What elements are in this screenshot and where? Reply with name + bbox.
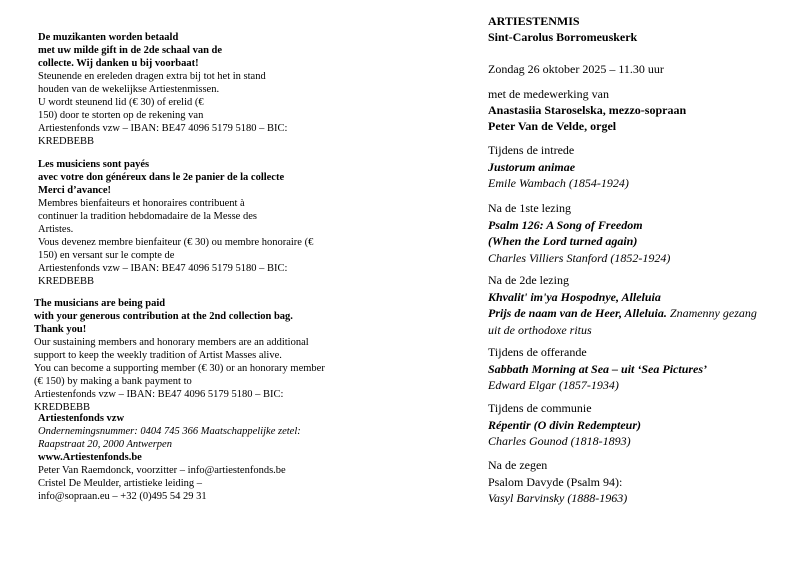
english-heading-line: with your generous contribution at the 2nd collection bag. [34,311,293,322]
french-body-line: 150) en versant sur le compte de [38,250,175,261]
english-body-line: KREDBEBB [34,402,91,413]
program-item [488,200,670,266]
program-moment: Na de 2de lezing [488,273,569,287]
program-piece: Répentir (O divin Redempteur) [488,417,641,432]
english-body-line: Our sustaining members and honorary members are an additional [34,337,309,348]
program-piece: Psalom Davyde (Psalm 94): [488,474,623,489]
contact-info [38,412,301,503]
french-heading-line: Les musiciens sont payés [38,159,150,170]
dutch-body-line: 150) door te storten op de rekening van [38,110,204,121]
dutch-heading-line: met uw milde gift in de 2de schaal van de [38,45,223,56]
english-appeal [34,297,325,414]
program-piece-translation: Prijs de naam van de Heer, Alleluia. [488,306,667,320]
french-appeal [38,158,313,288]
program-moment: Na de 1ste lezing [488,201,571,215]
program-note: uit de orthodoxe ritus [488,322,592,337]
program-item [488,457,627,507]
cooperation-label: met de medewerking van [488,87,609,101]
french-heading-line: Merci d’avance! [38,185,111,196]
program-item [488,400,641,450]
dutch-body-line: Steunende en ereleden dragen extra bij tot het in stand [38,71,266,82]
french-body-line: Artistes. [38,224,74,235]
program-moment: Na de zegen [488,458,548,472]
dutch-body-line: U wordt steunend lid (€ 30) of erelid (€ [38,97,204,108]
mass-header [488,13,637,45]
mass-title: ARTIESTENMIS [488,14,580,28]
program-moment: Tijdens de offerande [488,345,587,359]
program-item [488,344,707,394]
program-moment: Tijdens de intrede [488,143,575,157]
contact-person-line: info@sopraan.eu – +32 (0)495 54 29 31 [38,491,207,502]
dutch-body-line: KREDBEBB [38,136,95,147]
french-body-line: Artiestenfonds vzw – IBAN: BE47 4096 5179 5180 – BIC: [38,263,288,274]
dutch-appeal [38,31,287,148]
english-body-line: You can become a supporting member (€ 30) or an honorary member [34,363,325,374]
french-body-line: Membres bienfaiteurs et honoraires contribuent à [38,198,245,209]
program-piece: Khvalit' im'ya Hospodnye, Alleluia [488,289,661,304]
mass-datetime: Zondag 26 oktober 2025 – 11.30 uur [488,62,664,76]
program-composer: Charles Villiers Stanford (1852-1924) [488,250,671,265]
english-heading-line: The musicians are being paid [34,298,166,309]
program-item [488,272,757,338]
program-composer: Charles Gounod (1818-1893) [488,434,631,448]
french-body-line: Vous devenez membre bienfaiteur (€ 30) ou membre honoraire (€ [38,237,314,248]
contact-person-line: Cristel De Meulder, artistieke leiding – [38,478,203,489]
church-name: Sint-Carolus Borromeuskerk [488,30,638,44]
english-heading-line: Thank you! [34,324,87,335]
registration-line: Raapstraat 20, 2000 Antwerpen [38,439,172,450]
dutch-heading-line: De muzikanten worden betaald [38,32,179,43]
english-body-line: support to keep the weekly tradition of Artist Masses alive. [34,350,282,361]
org-name: Artiestenfonds vzw [38,413,125,424]
program-piece: (When the Lord turned again) [488,234,638,248]
dutch-heading-line: collecte. Wij danken u bij voorbaat! [38,58,199,69]
french-body-line: continuer la tradition hebdomadaire de la Messe des [38,211,257,222]
program-moment: Tijdens de communie [488,401,592,415]
program-item [488,142,629,192]
program-piece: Sabbath Morning at Sea – uit ‘Sea Pictures’ [488,361,708,376]
program-piece: Justorum animae [488,159,576,174]
program-composer: Edward Elgar (1857-1934) [488,378,619,392]
program-piece: Psalm 126: A Song of Freedom [488,217,643,232]
english-body-line: (€ 150) by making a bank payment to [34,376,192,387]
program-composer: Emile Wambach (1854-1924) [488,176,629,190]
dutch-body-line: Artiestenfonds vzw – IBAN: BE47 4096 5179 5180 – BIC: [38,123,288,134]
performers-section [488,86,686,134]
program-note: Znamenny gezang [669,306,757,320]
contact-person-line: Peter Van Raemdonck, voorzitter – info@artiestenfonds.be [38,465,286,476]
registration-line: Ondernemingsnummer: 0404 745 366 Maatschappelijke zetel: [38,426,301,437]
french-body-line: KREDBEBB [38,276,95,287]
website-link[interactable]: www.Artiestenfonds.be [38,452,142,463]
performer-line: Anastasiia Staroselska, mezzo-sopraan [488,103,687,117]
performer-line: Peter Van de Velde, orgel [488,119,617,133]
dutch-body-line: houden van de wekelijkse Artiestenmissen. [38,84,220,95]
program-composer: Vasyl Barvinsky (1888-1963) [488,491,628,505]
french-heading-line: avec votre don généreux dans le 2e panier de la collecte [38,172,285,183]
english-body-line: Artiestenfonds vzw – IBAN: BE47 4096 5179 5180 – BIC: [34,389,284,400]
